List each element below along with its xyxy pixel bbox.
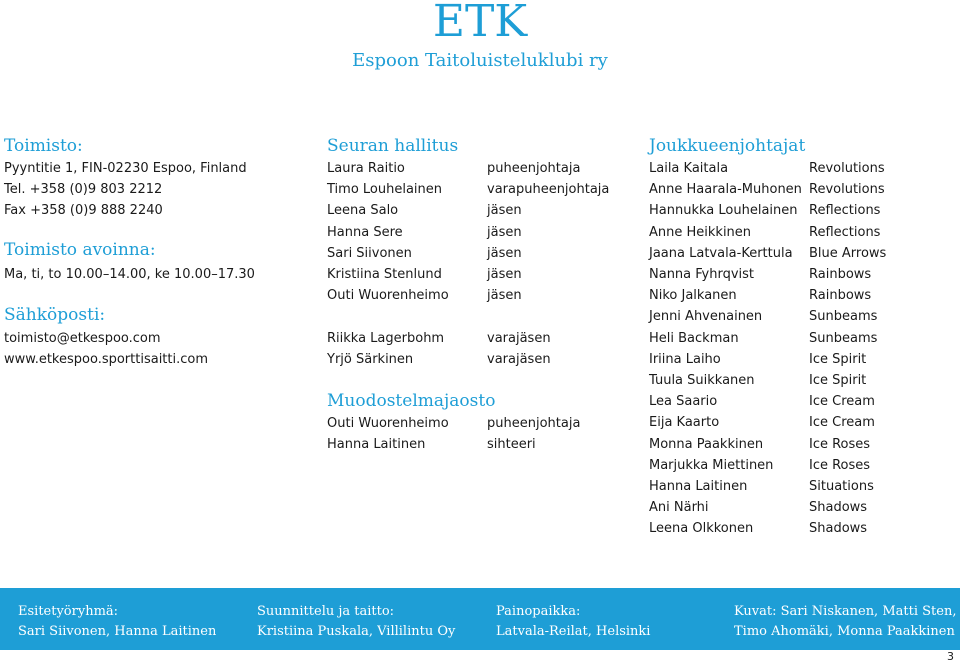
team-leader-team: Ice Roses xyxy=(809,457,871,473)
team-leader-name: Marjukka Miettinen xyxy=(649,457,774,473)
footer-print-value: Latvala-Reilat, Helsinki xyxy=(496,624,651,639)
footer-design-value: Kristiina Puskala, Villilintu Oy xyxy=(257,624,456,639)
office-hours: Ma, ti, to 10.00–14.00, ke 10.00–17.30 xyxy=(4,267,255,282)
team-leader-team: Revolutions xyxy=(809,161,885,176)
board-member-name: Leena Salo xyxy=(327,203,399,219)
footer-photos xyxy=(734,602,956,642)
team-leader-name: Tuula Suikkanen xyxy=(649,373,755,388)
team-leader-name: Anne Heikkinen xyxy=(649,224,752,240)
board-member-role: varajäsen xyxy=(487,331,551,346)
footer-brochure xyxy=(18,602,216,642)
footer-design-label: Suunnittelu ja taitto: xyxy=(257,604,395,619)
team-leaders-heading: Joukkueenjohtajat xyxy=(649,136,806,156)
board-member-role: jäsen xyxy=(487,224,522,240)
office-hours-heading: Toimisto avoinna: xyxy=(4,240,156,260)
team-leader-name: Lea Saario xyxy=(649,394,718,410)
formation-heading: Muodostelmajaosto xyxy=(327,391,496,411)
team-leader-name: Hanna Laitinen xyxy=(649,479,748,494)
board-member-name: Riikka Lagerbohm xyxy=(327,331,445,346)
formation-member-name: Outi Wuorenheimo xyxy=(327,416,449,431)
team-leader-team: Reflections xyxy=(809,224,881,240)
team-leader-name: Eija Kaarto xyxy=(649,415,720,431)
office-email-heading: Sähköposti: xyxy=(4,305,106,325)
footer-brochure-value: Sari Siivonen, Hanna Laitinen xyxy=(18,624,217,639)
team-leader-team: Reflections xyxy=(809,203,881,219)
team-leader-name: Niko Jalkanen xyxy=(649,288,737,304)
team-leader-name: Anne Haarala-Muhonen xyxy=(649,182,802,198)
formation-member-name: Hanna Laitinen xyxy=(327,437,426,453)
team-leader-name: Ani Närhi xyxy=(649,500,709,516)
footer-print-label: Painopaikka: xyxy=(496,604,581,619)
footer-print xyxy=(496,602,650,642)
board-member-role: varajäsen xyxy=(487,352,551,368)
team-leader-team: Revolutions xyxy=(809,182,885,198)
team-leader-team: Ice Spirit xyxy=(809,351,867,367)
team-leader-team: Ice Cream xyxy=(809,394,875,410)
brand-subtitle: Espoon Taitoluisteluklubi ry xyxy=(352,50,608,71)
office-fax: Fax +358 (0)9 888 2240 xyxy=(4,203,163,218)
board-member-name: Outi Wuorenheimo xyxy=(327,288,449,304)
office-email-link[interactable]: toimisto@etkespoo.com xyxy=(4,331,161,346)
office-heading: Toimisto: xyxy=(4,136,83,156)
brand-title: ETK xyxy=(432,0,528,47)
board-member-name: Hanna Sere xyxy=(327,224,403,240)
office-tel: Tel. +358 (0)9 803 2212 xyxy=(4,182,163,197)
board-heading: Seuran hallitus xyxy=(327,136,459,156)
formation-member-role: puheenjohtaja xyxy=(487,416,581,431)
footer-bar xyxy=(0,588,960,650)
board-member-role: jäsen xyxy=(487,245,522,261)
team-leader-team: Sunbeams xyxy=(809,309,878,325)
footer-brochure-label: Esitetyöryhmä: xyxy=(18,604,119,619)
page-number: 3 xyxy=(947,650,954,663)
footer-photos-line1: Kuvat: Sari Niskanen, Matti Sten, xyxy=(734,604,957,619)
team-leader-team: Situations xyxy=(809,479,874,494)
team-leader-team: Ice Roses xyxy=(809,436,871,452)
team-leader-team: Sunbeams xyxy=(809,330,878,346)
board-member-name: Timo Louhelainen xyxy=(327,182,443,198)
board-member-role: jäsen xyxy=(487,267,522,282)
team-leader-name: Nanna Fyhrqvist xyxy=(649,267,755,282)
team-leader-name: Jaana Latvala-Kerttula xyxy=(649,245,793,261)
team-leader-team: Shadows xyxy=(809,521,868,537)
board-member-role: jäsen xyxy=(487,203,522,219)
board-member-name: Kristiina Stenlund xyxy=(327,267,442,282)
board-member-name: Yrjö Särkinen xyxy=(327,352,414,368)
team-leader-team: Rainbows xyxy=(809,267,872,282)
team-leader-name: Iriina Laiho xyxy=(649,351,721,367)
team-leader-name: Laila Kaitala xyxy=(649,161,729,176)
team-leader-name: Heli Backman xyxy=(649,330,739,346)
board-member-role: varapuheenjohtaja xyxy=(487,182,610,198)
team-leader-team: Blue Arrows xyxy=(809,245,887,261)
footer-photos-line2: Timo Ahomäki, Monna Paakkinen xyxy=(734,624,955,639)
board-member-role: jäsen xyxy=(487,288,522,304)
team-leader-name: Hannukka Louhelainen xyxy=(649,203,798,219)
office-web-link[interactable]: www.etkespoo.sporttisaitti.com xyxy=(4,352,209,367)
team-leader-team: Ice Cream xyxy=(809,415,875,431)
office-address: Pyyntitie 1, FIN-02230 Espoo, Finland xyxy=(4,161,247,176)
board-member-name: Laura Raitio xyxy=(327,161,405,176)
team-leader-name: Jenni Ahvenainen xyxy=(649,309,763,325)
team-leader-name: Leena Olkkonen xyxy=(649,521,754,537)
board-member-role: puheenjohtaja xyxy=(487,161,581,176)
formation-member-role: sihteeri xyxy=(487,437,536,453)
footer-design xyxy=(257,602,455,642)
team-leader-team: Shadows xyxy=(809,500,868,516)
team-leader-team: Rainbows xyxy=(809,288,872,304)
board-member-name: Sari Siivonen xyxy=(327,245,412,261)
brand-header xyxy=(0,0,960,71)
team-leader-team: Ice Spirit xyxy=(809,373,867,388)
team-leader-name: Monna Paakkinen xyxy=(649,436,764,452)
